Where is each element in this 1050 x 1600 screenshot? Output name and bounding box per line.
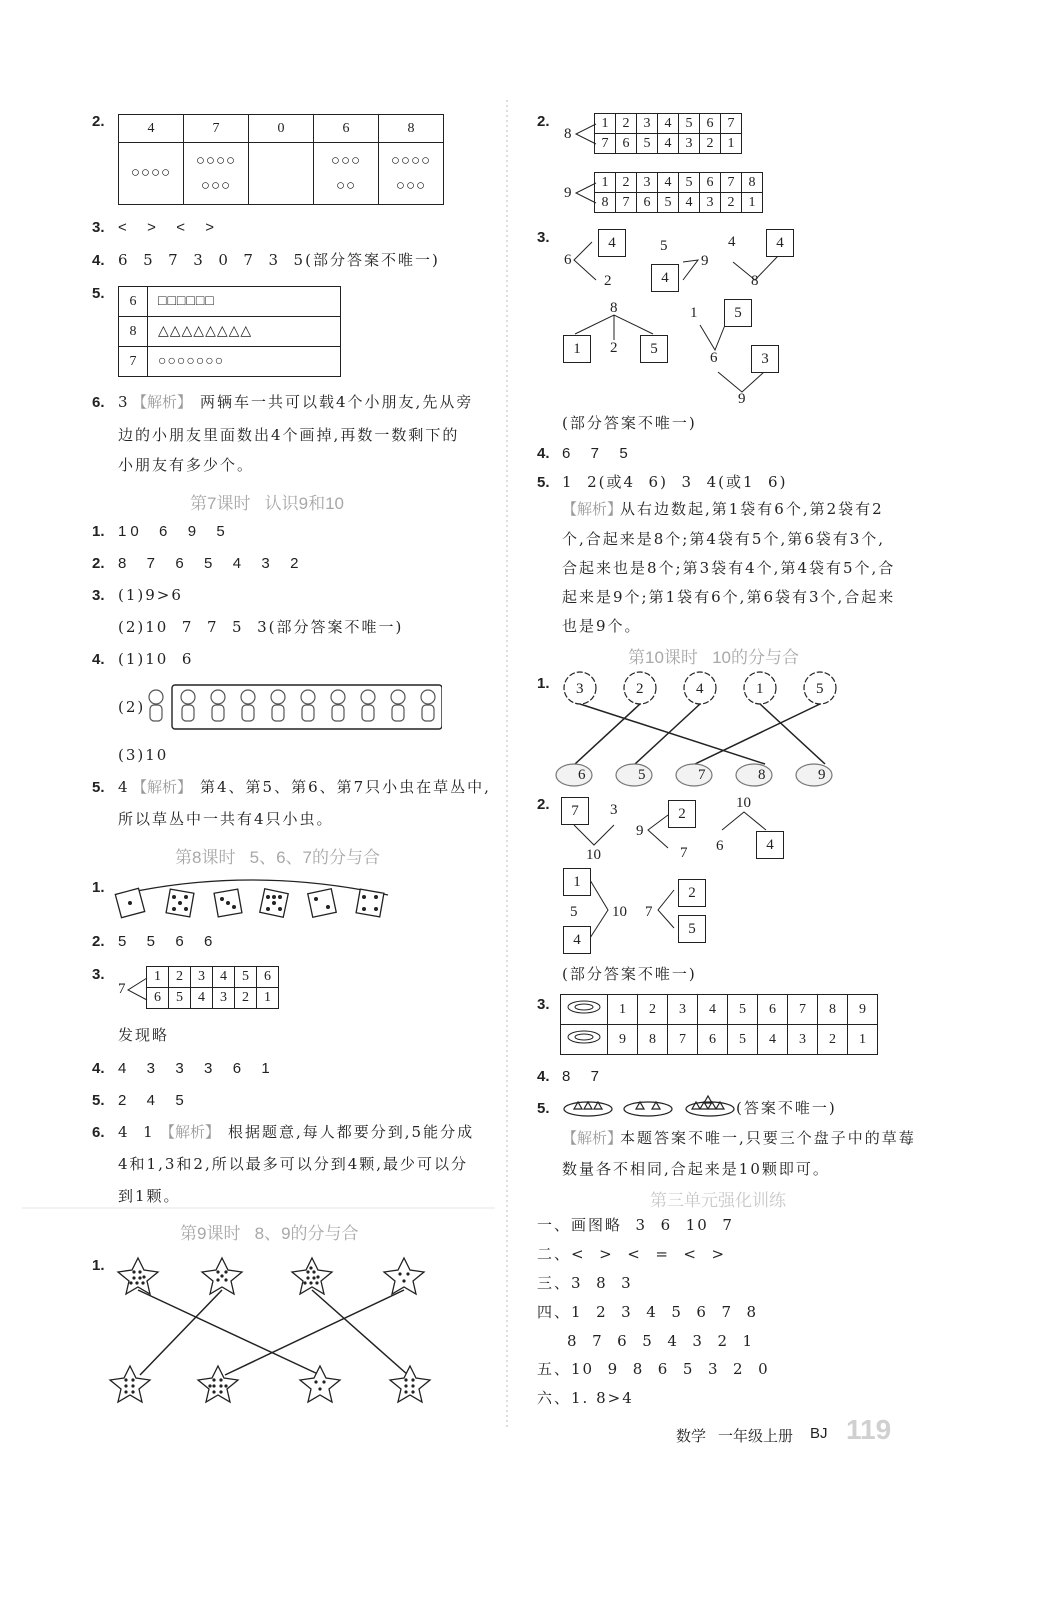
answer: 4 3 3 3 6 1 bbox=[118, 1060, 274, 1077]
tree-number: 8 bbox=[610, 300, 618, 316]
table-cell: 4 bbox=[213, 967, 235, 988]
leaf-number: 9 bbox=[818, 767, 826, 783]
answer-box: 4 bbox=[766, 229, 794, 257]
animal-row bbox=[142, 683, 442, 731]
table-cell: 6 bbox=[758, 995, 788, 1025]
tree-number: 10 bbox=[586, 847, 601, 863]
tree-number: 9 bbox=[738, 391, 746, 407]
table-cell: 2 bbox=[638, 995, 668, 1025]
table-cell: 8 bbox=[119, 317, 148, 347]
answer: (2) bbox=[118, 698, 146, 716]
tree-number: 7 bbox=[645, 904, 653, 920]
table-cell: 8 bbox=[379, 115, 444, 143]
tree-number: 6 bbox=[716, 838, 724, 854]
circles: ○○○○ bbox=[130, 165, 172, 181]
table-cell: □□□□□□ bbox=[148, 287, 341, 317]
table-cell bbox=[184, 143, 249, 205]
table-cell: 4 bbox=[698, 995, 728, 1025]
table-cell: 7 bbox=[721, 114, 742, 134]
q-number: 5. bbox=[92, 779, 105, 796]
analysis-text: 两辆车一共可以载4个小朋友,先从旁 bbox=[200, 393, 474, 411]
tree-number: 3 bbox=[610, 802, 618, 818]
circles: ○○○ bbox=[200, 177, 232, 194]
table-cell: 5 bbox=[728, 1025, 758, 1055]
table-cell: 6 bbox=[257, 967, 279, 988]
table-cell: 4 bbox=[758, 1025, 788, 1055]
answer: 4 1 bbox=[118, 1123, 155, 1141]
split-table-7 bbox=[146, 966, 279, 1009]
answer: 一、画图略 3 6 10 7 bbox=[537, 1216, 734, 1234]
table-cell bbox=[119, 143, 184, 205]
analysis-text: 也是9个。 bbox=[562, 617, 642, 635]
table-cell: 5 bbox=[679, 173, 700, 193]
answer: 三、3 8 3 bbox=[537, 1274, 633, 1292]
table-cell: 6 bbox=[700, 173, 721, 193]
answer: (1)10 6 bbox=[118, 650, 194, 668]
q-number: 2. bbox=[537, 796, 550, 813]
analysis-tag: 【解析】 bbox=[160, 1123, 221, 1141]
table-cell: 2 bbox=[700, 134, 721, 154]
table-cell bbox=[379, 143, 444, 205]
analysis-tag: 【解析】 bbox=[132, 393, 193, 411]
q-number: 1. bbox=[92, 1257, 105, 1274]
table-cell: 1 bbox=[721, 134, 742, 154]
analysis-tag: 【解析】 bbox=[562, 1129, 623, 1147]
answer: (1)9>6 bbox=[118, 586, 183, 604]
dice-row bbox=[112, 885, 392, 921]
leaf-number: 7 bbox=[698, 767, 706, 783]
table-cell: 5 bbox=[679, 114, 700, 134]
q-number: 1. bbox=[92, 523, 105, 540]
answer-box: 1 bbox=[563, 335, 591, 363]
q5-number: 5. bbox=[537, 474, 550, 491]
footer-edition: BJ bbox=[810, 1425, 828, 1442]
answer-box: 4 bbox=[756, 831, 784, 859]
table-cell: 4 bbox=[191, 988, 213, 1009]
answer: (2)10 7 7 5 3(部分答案不唯一) bbox=[118, 618, 404, 636]
table-cell: 2 bbox=[169, 967, 191, 988]
circles: ○○ bbox=[335, 177, 357, 194]
tree-number: 6 bbox=[564, 252, 572, 268]
answer: 发现略 bbox=[118, 1026, 170, 1044]
plate-icons bbox=[560, 1094, 740, 1120]
table-cell: 6 bbox=[616, 134, 637, 154]
answer: 6 7 5 bbox=[562, 445, 632, 462]
q-number: 6. bbox=[92, 1124, 105, 1141]
table-cell: 2 bbox=[616, 114, 637, 134]
section-title: 第8课时 5、6、7的分与合 bbox=[175, 848, 380, 867]
answer-box: 2 bbox=[678, 879, 706, 907]
q6-answer: 3 bbox=[118, 393, 130, 411]
answer: 8 7 6 5 4 3 2 bbox=[118, 555, 303, 572]
tree-number: 7 bbox=[680, 845, 688, 861]
answer: (3)10 bbox=[118, 746, 169, 764]
table-cell: 1 bbox=[595, 173, 616, 193]
table-cell: 6 bbox=[147, 988, 169, 1009]
table-cell: 6 bbox=[700, 114, 721, 134]
q-number: 5. bbox=[537, 1100, 550, 1117]
table-cell: 3 bbox=[679, 134, 700, 154]
table-cell: 6 bbox=[314, 115, 379, 143]
table-cell: 4 bbox=[679, 193, 700, 213]
analysis-text: 起来是9个;第1袋有6个,第6袋有3个,合起来 bbox=[562, 588, 896, 606]
answer: 8 7 6 5 4 3 2 1 bbox=[567, 1332, 755, 1350]
q5-number: 5. bbox=[92, 285, 105, 302]
animal-figures bbox=[142, 683, 442, 731]
circles: ○○○ bbox=[330, 152, 362, 169]
table-cell: 2 bbox=[721, 193, 742, 213]
table-cell: 5 bbox=[658, 193, 679, 213]
plate-icon bbox=[561, 1025, 608, 1055]
table-cell: 8 bbox=[638, 1025, 668, 1055]
q3-number: 3. bbox=[92, 219, 105, 236]
q-number: 3. bbox=[92, 587, 105, 604]
q4-number: 4. bbox=[92, 252, 105, 269]
analysis-text: 边的小朋友里面数出4个画掉,再数一数剩下的 bbox=[118, 426, 460, 444]
table-cell: 8 bbox=[595, 193, 616, 213]
answer-box: 4 bbox=[563, 926, 591, 954]
table-cell: 3 bbox=[668, 995, 698, 1025]
table-cell: 5 bbox=[235, 967, 257, 988]
table-cell: 4 bbox=[119, 115, 184, 143]
table-cell: 7 bbox=[788, 995, 818, 1025]
flower-number: 3 bbox=[576, 681, 584, 697]
table-cell: 1 bbox=[742, 193, 763, 213]
analysis-text: 从右边数起,第1袋有6个,第2袋有2 bbox=[620, 500, 884, 518]
table-cell: 8 bbox=[818, 995, 848, 1025]
table-cell: 7 bbox=[119, 347, 148, 377]
table-cell: 6 bbox=[637, 193, 658, 213]
q-number: 1. bbox=[92, 879, 105, 896]
circles: ○○○○ bbox=[390, 152, 432, 169]
analysis-text: 4和1,3和2,所以最多可以分到4颗,最少可以分 bbox=[118, 1155, 469, 1173]
count-table bbox=[118, 114, 444, 205]
dice-icons bbox=[112, 885, 392, 921]
q2-number: 2. bbox=[92, 113, 105, 130]
tree-number: 2 bbox=[604, 273, 612, 289]
q3-number: 3. bbox=[537, 229, 550, 246]
table-cell bbox=[314, 143, 379, 205]
table-cell: 7 bbox=[721, 173, 742, 193]
tree-number: 2 bbox=[610, 340, 618, 356]
page-number: 119 bbox=[846, 1414, 892, 1445]
table-cell bbox=[249, 143, 314, 205]
answer-box: 2 bbox=[668, 800, 696, 828]
circles: ○○○ bbox=[395, 177, 427, 194]
answer-box: 3 bbox=[751, 345, 779, 373]
answer: 五、10 9 8 6 5 3 2 0 bbox=[537, 1360, 770, 1378]
split-table-9 bbox=[594, 172, 763, 213]
answer: 4 bbox=[118, 778, 130, 796]
table-cell: 1 bbox=[848, 1025, 878, 1055]
tree-number: 4 bbox=[728, 234, 736, 250]
table-cell: 2 bbox=[235, 988, 257, 1009]
table-cell: 5 bbox=[169, 988, 191, 1009]
table-cell: 2 bbox=[616, 173, 637, 193]
table-cell: ○○○○○○○ bbox=[148, 347, 341, 377]
leaf-number: 8 bbox=[758, 767, 766, 783]
table-cell: 9 bbox=[848, 995, 878, 1025]
table-cell: 9 bbox=[608, 1025, 638, 1055]
analysis-text: 根据题意,每人都要分到,5能分成 bbox=[228, 1123, 475, 1141]
leaf-number: 5 bbox=[638, 767, 646, 783]
table-cell: 7 bbox=[595, 134, 616, 154]
table-cell: 7 bbox=[184, 115, 249, 143]
analysis-text: 数量各不相同,合起来是10颗即可。 bbox=[562, 1160, 830, 1178]
answer-box: 4 bbox=[651, 264, 679, 292]
note: (答案不唯一) bbox=[736, 1099, 837, 1117]
answer-box: 5 bbox=[724, 299, 752, 327]
analysis-tag: 【解析】 bbox=[562, 500, 623, 518]
q-number: 2. bbox=[92, 933, 105, 950]
q6-number: 6. bbox=[92, 394, 105, 411]
answer-box: 4 bbox=[598, 229, 626, 257]
section-title: 第7课时 认识9和10 bbox=[190, 494, 344, 513]
tree-number: 8 bbox=[751, 273, 759, 289]
table-cell: 8 bbox=[742, 173, 763, 193]
tree-number: 10 bbox=[736, 795, 751, 811]
tree-number: 9 bbox=[636, 823, 644, 839]
split-lead: 9 bbox=[564, 185, 572, 201]
answer: 8 7 bbox=[562, 1068, 604, 1085]
answer: 5 5 6 6 bbox=[118, 933, 217, 950]
flower-number: 2 bbox=[636, 681, 644, 697]
strawberry-table bbox=[560, 994, 878, 1055]
q-number: 4. bbox=[92, 1060, 105, 1077]
q-number: 3. bbox=[92, 966, 105, 983]
table-cell: 6 bbox=[119, 287, 148, 317]
footer-subject: 数学 bbox=[676, 1428, 707, 1445]
section-title: 第三单元强化训练 bbox=[650, 1191, 786, 1210]
analysis-text: 合起来也是8个;第3袋有4个,第4袋有5个,合 bbox=[562, 559, 896, 577]
table-cell: 3 bbox=[213, 988, 235, 1009]
flower-number: 5 bbox=[816, 681, 824, 697]
table-cell: 1 bbox=[595, 114, 616, 134]
star-match bbox=[100, 1250, 450, 1410]
tree-number: 6 bbox=[710, 350, 718, 366]
split-lead: 8 bbox=[564, 126, 572, 142]
q-number: 4. bbox=[92, 651, 105, 668]
q-number: 2. bbox=[92, 555, 105, 572]
tree-number: 5 bbox=[570, 904, 578, 920]
answer-box: 1 bbox=[563, 868, 591, 896]
answer: 二、< > < = < > bbox=[537, 1245, 727, 1263]
table-cell: 3 bbox=[637, 114, 658, 134]
table-cell: 7 bbox=[616, 193, 637, 213]
q2-number: 2. bbox=[537, 113, 550, 130]
section-title: 第10课时 10的分与合 bbox=[628, 648, 799, 667]
answer-box: 5 bbox=[678, 915, 706, 943]
table-cell: 1 bbox=[257, 988, 279, 1009]
table-cell: 6 bbox=[698, 1025, 728, 1055]
analysis-text: 个,合起来是8个;第4袋有5个,第6袋有3个, bbox=[562, 530, 886, 548]
note: (部分答案不唯一) bbox=[562, 414, 697, 432]
split-table-8 bbox=[594, 113, 742, 154]
shape-table bbox=[118, 286, 341, 377]
q-number: 5. bbox=[92, 1092, 105, 1109]
footer-grade: 一年级上册 bbox=[718, 1428, 794, 1445]
analysis-text: 第4、第5、第6、第7只小虫在草丛中, bbox=[200, 778, 491, 796]
answer: 10 6 9 5 bbox=[118, 523, 229, 540]
analysis-text: 到1颗。 bbox=[118, 1187, 181, 1205]
table-cell: △△△△△△△△ bbox=[148, 317, 341, 347]
tree-number: 9 bbox=[701, 253, 709, 269]
tree-number: 1 bbox=[690, 305, 698, 321]
answer: 2 4 5 bbox=[118, 1092, 188, 1109]
table-cell: 5 bbox=[637, 134, 658, 154]
table-cell: 4 bbox=[658, 173, 679, 193]
tree-number: 10 bbox=[612, 904, 627, 920]
table-cell: 3 bbox=[191, 967, 213, 988]
note: (部分答案不唯一) bbox=[562, 965, 697, 983]
plate-icon bbox=[561, 995, 608, 1025]
answer: 四、1 2 3 4 5 6 7 8 bbox=[537, 1303, 759, 1321]
table-cell: 4 bbox=[658, 134, 679, 154]
table-cell: 1 bbox=[147, 967, 169, 988]
table-cell: 0 bbox=[249, 115, 314, 143]
table-cell: 7 bbox=[668, 1025, 698, 1055]
table-cell: 4 bbox=[658, 114, 679, 134]
tree-number: 5 bbox=[660, 238, 668, 254]
table-cell: 2 bbox=[818, 1025, 848, 1055]
answer: 1 2(或4 6) 3 4(或1 6) bbox=[562, 473, 788, 491]
q-number: 4. bbox=[537, 1068, 550, 1085]
table-cell: 3 bbox=[788, 1025, 818, 1055]
leaf-number: 6 bbox=[578, 767, 586, 783]
q4-number: 4. bbox=[537, 445, 550, 462]
table-cell: 1 bbox=[608, 995, 638, 1025]
flower-number: 4 bbox=[696, 681, 704, 697]
answer: 六、1. 8>4 bbox=[537, 1389, 634, 1407]
q-number: 1. bbox=[537, 675, 550, 692]
table-cell: 3 bbox=[700, 193, 721, 213]
answer-box: 5 bbox=[640, 335, 668, 363]
flower-number: 1 bbox=[756, 681, 764, 697]
q3-answer: < > < > bbox=[118, 219, 219, 236]
q4-answer: 6 5 7 3 0 7 3 5(部分答案不唯一) bbox=[118, 251, 440, 269]
circles: ○○○○ bbox=[195, 152, 237, 169]
answer-box: 7 bbox=[561, 797, 589, 825]
table-cell: 5 bbox=[728, 995, 758, 1025]
table-cell: 3 bbox=[637, 173, 658, 193]
analysis-text: 小朋友有多少个。 bbox=[118, 456, 255, 474]
q-number: 3. bbox=[537, 996, 550, 1013]
analysis-text: 本题答案不唯一,只要三个盘子中的草莓 bbox=[620, 1129, 916, 1147]
split-lead: 7 bbox=[118, 981, 126, 997]
analysis-tag: 【解析】 bbox=[132, 778, 193, 796]
analysis-text: 所以草丛中一共有4只小虫。 bbox=[118, 810, 334, 828]
section-title: 第9课时 8、9的分与合 bbox=[180, 1224, 359, 1243]
